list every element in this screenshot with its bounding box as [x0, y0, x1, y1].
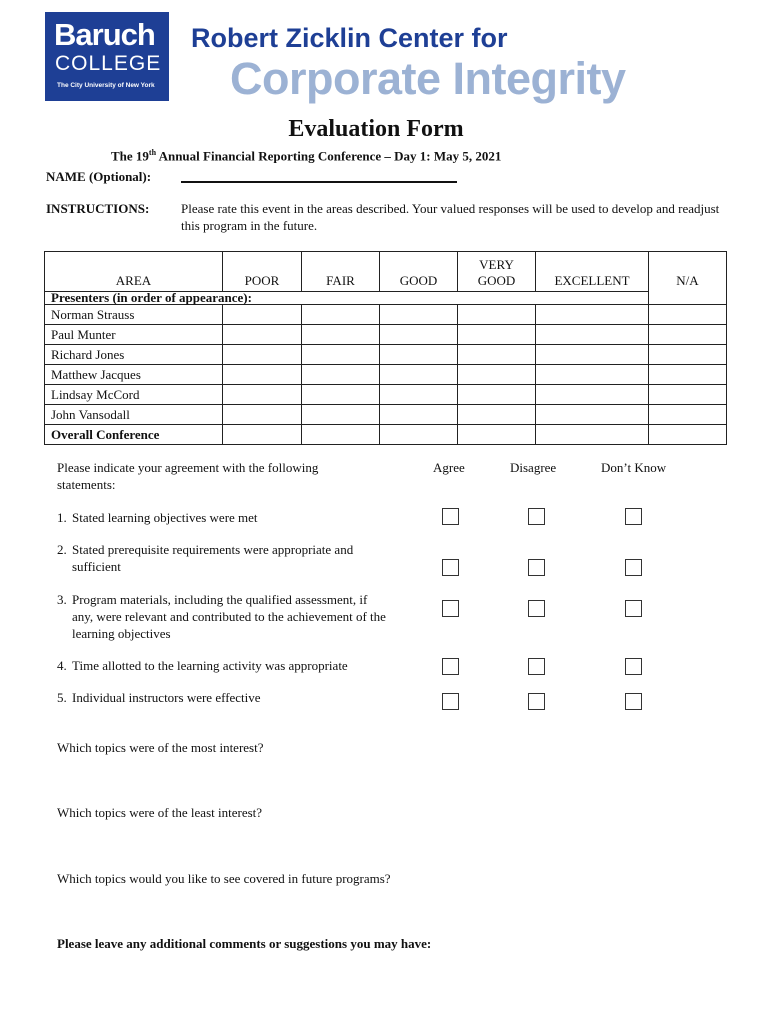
table-row [45, 325, 727, 345]
rating-cell-very-good[interactable] [458, 305, 536, 325]
statement-text: Program materials, including the qualified assessment, if any, were relevant and contributed to the achievement of the learning objectives [72, 592, 386, 641]
question-additional-comments: Please leave any additional comments or suggestions you may have: [57, 936, 432, 951]
statement-number: 1. [57, 510, 67, 525]
rating-cell-fair[interactable] [302, 325, 380, 345]
rating-table-header [45, 252, 727, 292]
rating-cell-excellent[interactable] [536, 405, 649, 425]
statement-4-disagree-checkbox[interactable] [528, 658, 545, 675]
rating-cell-na[interactable] [649, 365, 727, 385]
statement-2-dont-know-checkbox[interactable] [625, 559, 642, 576]
rating-cell-poor[interactable] [223, 345, 302, 365]
rating-cell-excellent[interactable] [536, 385, 649, 405]
agreement-heading: Please indicate your agreement with the following statements: [57, 460, 319, 492]
statement-number: 3. [57, 592, 67, 607]
rating-cell-excellent[interactable] [536, 325, 649, 345]
statement-3-dont-know-checkbox[interactable] [625, 600, 642, 617]
presenters-section-label: Presenters (in order of appearance): [45, 292, 649, 305]
rating-cell-very-good[interactable] [458, 345, 536, 365]
rating-cell-na[interactable] [649, 345, 727, 365]
statement-5-dont-know-checkbox[interactable] [625, 693, 642, 710]
column-header-good: GOOD [380, 252, 458, 292]
table-row [45, 405, 727, 425]
rating-cell-fair[interactable] [302, 405, 380, 425]
column-header-fair: FAIR [302, 252, 380, 292]
agree-column-header: Agree [433, 460, 465, 475]
table-row [45, 345, 727, 365]
statement-4-dont-know-checkbox[interactable] [625, 658, 642, 675]
column-header-very-good [458, 252, 536, 292]
column-header-poor: POOR [223, 252, 302, 292]
name-field[interactable] [181, 181, 457, 183]
presenters-section-row [45, 292, 727, 305]
subtitle-part1: The 19 [111, 148, 149, 164]
statement-1-disagree-checkbox[interactable] [528, 508, 545, 525]
rating-cell-na[interactable] [649, 305, 727, 325]
rating-cell-good[interactable] [380, 425, 458, 445]
conference-subtitle [111, 144, 501, 165]
statement-1-agree-checkbox[interactable] [442, 508, 459, 525]
presenter-name: Lindsay McCord [45, 385, 223, 405]
rating-cell-poor[interactable] [223, 305, 302, 325]
rating-cell-good[interactable] [380, 385, 458, 405]
rating-cell-excellent[interactable] [536, 345, 649, 365]
rating-cell-very-good[interactable] [458, 365, 536, 385]
rating-cell-poor[interactable] [223, 405, 302, 425]
instructions-text: Please rate this event in the areas described. Your valued responses will be used to develop and readjust this program in the future. [181, 201, 720, 233]
table-row [45, 365, 727, 385]
question-future-topics: Which topics would you like to see covered in future programs? [57, 871, 391, 886]
very-good-label: VERY GOOD [477, 257, 516, 288]
table-row [45, 385, 727, 405]
subtitle-part2: Annual Financial Reporting Conference – Day 1: May 5, 2021 [156, 148, 502, 164]
page-title: Evaluation Form [288, 116, 464, 142]
rating-cell-good[interactable] [380, 365, 458, 385]
rating-cell-na[interactable] [649, 385, 727, 405]
rating-cell-fair[interactable] [302, 345, 380, 365]
baruch-college-logo [45, 12, 169, 101]
rating-cell-excellent[interactable] [536, 305, 649, 325]
subtitle-superscript: th [148, 148, 157, 157]
disagree-column-header: Disagree [510, 460, 557, 475]
statement-text: Stated prerequisite requirements were appropriate and sufficient [72, 542, 354, 574]
overall-conference-label: Overall Conference [45, 425, 223, 445]
question-least-interest: Which topics were of the least interest? [57, 805, 263, 820]
statement-5-disagree-checkbox[interactable] [528, 693, 545, 710]
rating-cell-poor[interactable] [223, 385, 302, 405]
column-header-excellent: EXCELLENT [536, 252, 649, 292]
rating-cell-excellent[interactable] [536, 365, 649, 385]
rating-cell-poor[interactable] [223, 365, 302, 385]
statement-3-agree-checkbox[interactable] [442, 600, 459, 617]
statement-5-agree-checkbox[interactable] [442, 693, 459, 710]
statement-number: 4. [57, 658, 67, 673]
rating-cell-good[interactable] [380, 405, 458, 425]
table-row [45, 425, 727, 445]
presenter-name: Norman Strauss [45, 305, 223, 325]
column-header-na: N/A [649, 252, 727, 305]
rating-cell-good[interactable] [380, 325, 458, 345]
statement-2-agree-checkbox[interactable] [442, 559, 459, 576]
rating-cell-very-good[interactable] [458, 385, 536, 405]
rating-cell-na[interactable] [649, 405, 727, 425]
statement-number: 5. [57, 690, 67, 705]
presenter-name: John Vansodall [45, 405, 223, 425]
rating-cell-na[interactable] [649, 325, 727, 345]
statement-3-disagree-checkbox[interactable] [528, 600, 545, 617]
question-most-interest: Which topics were of the most interest? [57, 740, 264, 755]
rating-cell-good[interactable] [380, 305, 458, 325]
instructions-label: INSTRUCTIONS: [46, 201, 150, 216]
center-name-line2: Corporate Integrity [230, 53, 626, 104]
logo-baruch-text: Baruch [54, 17, 155, 52]
statement-text: Time allotted to the learning activity was appropriate [72, 658, 348, 673]
rating-cell-poor[interactable] [223, 425, 302, 445]
rating-cell-good[interactable] [380, 345, 458, 365]
logo-college-text: COLLEGE [55, 52, 162, 75]
rating-cell-fair[interactable] [302, 305, 380, 325]
statement-text: Individual instructors were effective [72, 690, 261, 705]
statement-1-dont-know-checkbox[interactable] [625, 508, 642, 525]
statement-number: 2. [57, 542, 67, 557]
presenter-name: Richard Jones [45, 345, 223, 365]
rating-cell-very-good[interactable] [458, 425, 536, 445]
dont-know-column-header: Don’t Know [601, 460, 667, 475]
rating-cell-very-good[interactable] [458, 405, 536, 425]
name-label: NAME (Optional): [46, 169, 152, 184]
statement-4-agree-checkbox[interactable] [442, 658, 459, 675]
rating-table [44, 251, 727, 445]
rating-cell-fair[interactable] [302, 385, 380, 405]
rating-cell-excellent[interactable] [536, 425, 649, 445]
statement-text: Stated learning objectives were met [72, 510, 258, 525]
column-header-area: AREA [45, 252, 223, 292]
rating-cell-poor[interactable] [223, 325, 302, 345]
rating-cell-na[interactable] [649, 425, 727, 445]
table-row [45, 305, 727, 325]
rating-cell-fair[interactable] [302, 425, 380, 445]
rating-cell-very-good[interactable] [458, 325, 536, 345]
center-name-line1: Robert Zicklin Center for [191, 23, 508, 53]
logo-cuny-text: The City University of New York [57, 82, 155, 89]
rating-cell-fair[interactable] [302, 365, 380, 385]
presenter-name: Matthew Jacques [45, 365, 223, 385]
statement-2-disagree-checkbox[interactable] [528, 559, 545, 576]
presenter-name: Paul Munter [45, 325, 223, 345]
